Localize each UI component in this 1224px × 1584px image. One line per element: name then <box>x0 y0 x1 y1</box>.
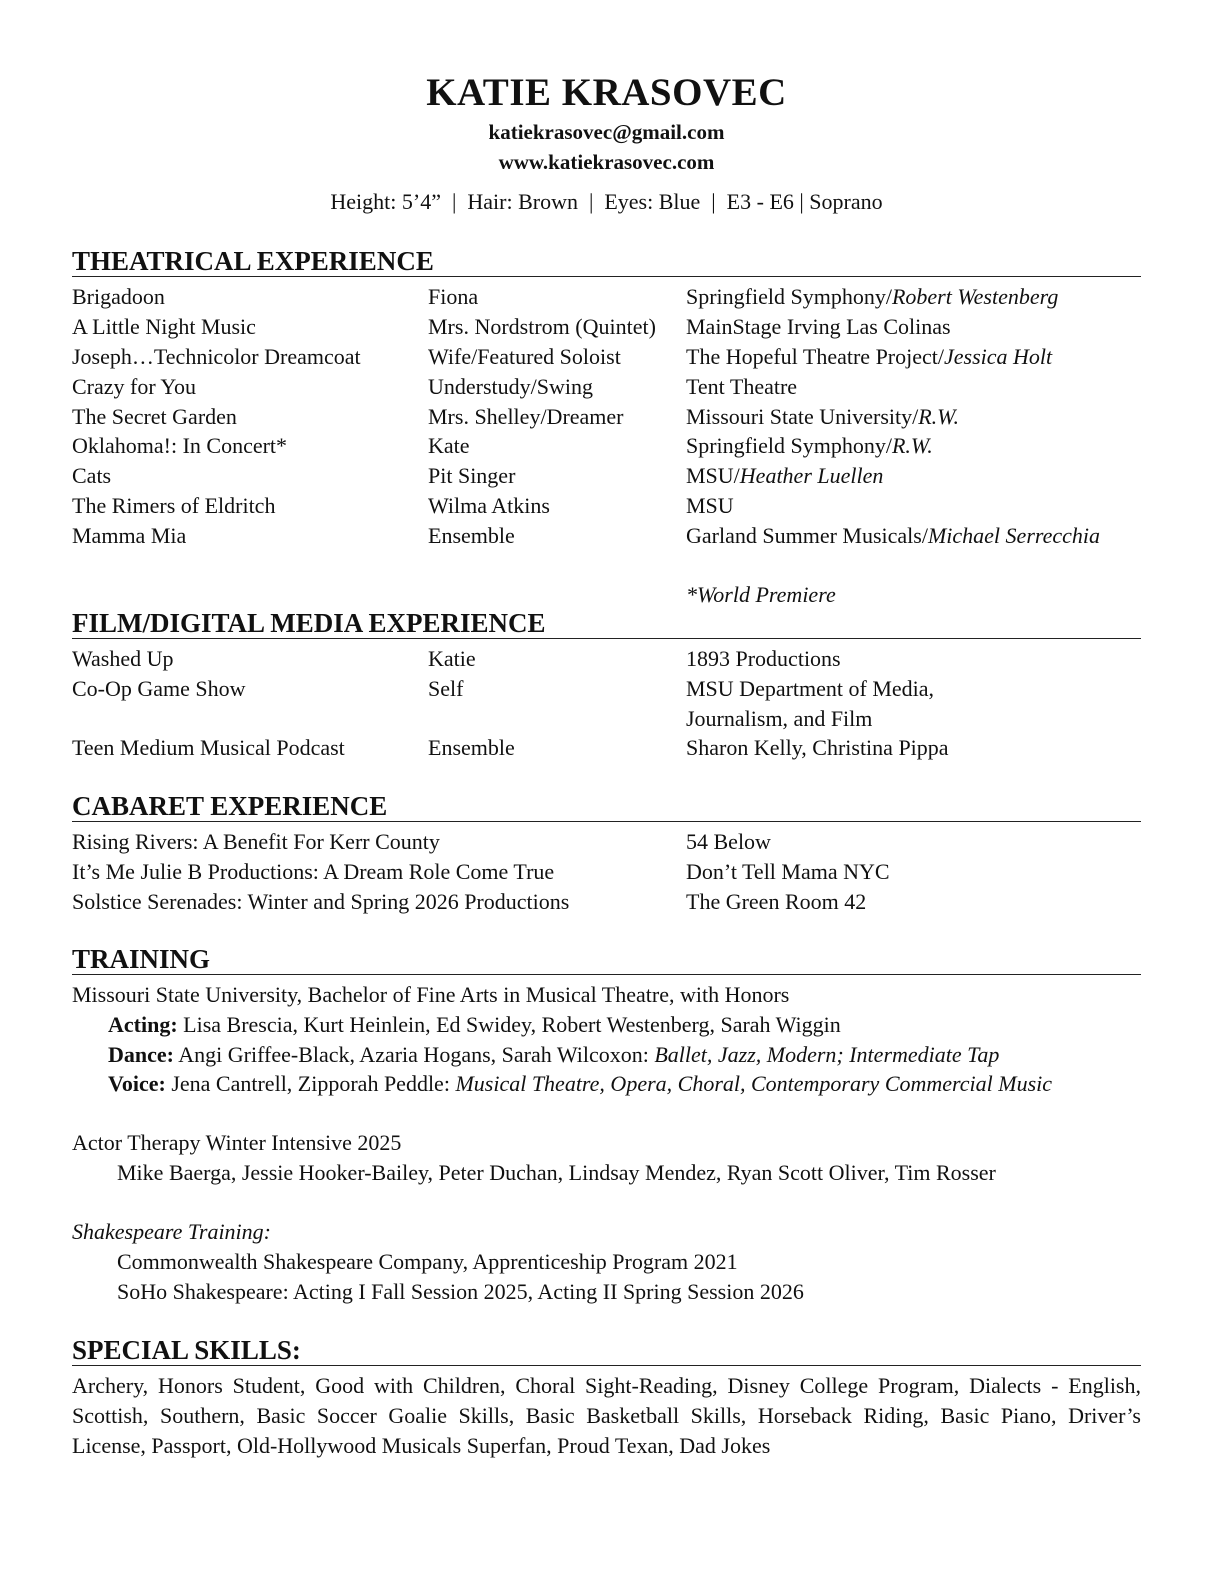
show-title: Cats <box>72 463 112 488</box>
venue: The Hopeful Theatre Project/ <box>686 344 944 369</box>
role: Self <box>428 676 464 701</box>
table-row <box>72 733 1172 763</box>
show-title: Mamma Mia <box>72 523 187 548</box>
table-row <box>72 282 1172 312</box>
director: Jessica Holt <box>944 344 1053 369</box>
role: Pit Singer <box>428 463 516 488</box>
venue-cell <box>686 461 883 491</box>
table-row <box>72 461 1172 491</box>
dance-label: Dance: <box>108 1042 174 1067</box>
cabaret-title: Rising Rivers: A Benefit For Kerr County <box>72 829 440 854</box>
table-row <box>72 431 1172 461</box>
show-title: The Secret Garden <box>72 404 237 429</box>
table-row <box>72 491 1172 521</box>
world-premiere-footnote: *World Premiere <box>686 582 836 607</box>
training-voice <box>108 1069 1052 1099</box>
acting-teachers: Lisa Brescia, Kurt Heinlein, Ed Swidey, Robert Westenberg, Sarah Wiggin <box>177 1012 841 1037</box>
company: 1893 Productions <box>686 646 841 671</box>
company-continued: Journalism, and Film <box>686 706 873 731</box>
role: Wife/Featured Soloist <box>428 344 621 369</box>
voice-styles: Musical Theatre, Opera, Choral, Contemporary Commercial Music <box>455 1071 1053 1096</box>
table-row <box>72 372 1172 402</box>
table-row <box>72 521 1172 551</box>
training-heading: TRAINING <box>72 944 1141 975</box>
show-title: Joseph…Technicolor Dreamcoat <box>72 344 361 369</box>
table-row <box>72 402 1172 432</box>
table-row <box>72 887 1172 917</box>
skills-list: Archery, Honors Student, Good with Children, Choral Sight-Reading, Disney College Program, Dialects - English, Scottish, Southern, Basic Soccer Goalie Skills, Basic Basketball Skills, Horseback Riding, Basic Piano, Driver’s License, Passport, Old-Hollywood Musicals Superfan, Proud Texan, Dad Jokes <box>72 1373 1141 1458</box>
role: Mrs. Shelley/Dreamer <box>428 404 624 429</box>
dance-styles: Ballet, Jazz, Modern; Intermediate Tap <box>654 1042 1000 1067</box>
training-dance <box>108 1040 999 1070</box>
acting-label: Acting: <box>108 1012 178 1037</box>
director: R.W. <box>891 433 933 458</box>
venue-cell <box>686 372 797 402</box>
table-row <box>72 312 1172 342</box>
intensive-teachers: Mike Baerga, Jessie Hooker-Bailey, Peter Duchan, Lindsay Mendez, Ryan Scott Oliver, Tim Rosser <box>117 1160 996 1185</box>
venue: Don’t Tell Mama NYC <box>686 859 890 884</box>
candidate-name: KATIE KRASOVEC <box>426 71 787 114</box>
venue-cell <box>686 402 959 432</box>
venue-cell <box>686 342 1052 372</box>
physical-stats: Height: 5’4” | Hair: Brown | Eyes: Blue | E3 - E6 | Soprano <box>330 189 883 214</box>
cabaret-title: Solstice Serenades: Winter and Spring 2026 Productions <box>72 889 570 914</box>
film-title: Co-Op Game Show <box>72 676 246 701</box>
venue: Springfield Symphony/ <box>686 433 892 458</box>
email-address[interactable]: katiekrasovec@gmail.com <box>488 120 725 144</box>
director: R.W. <box>918 404 959 429</box>
show-title: The Rimers of Eldritch <box>72 493 276 518</box>
training-acting <box>108 1010 841 1040</box>
film-heading: FILM/DIGITAL MEDIA EXPERIENCE <box>72 608 1141 639</box>
role: Mrs. Nordstrom (Quintet) <box>428 314 656 339</box>
venue: Garland Summer Musicals/ <box>686 523 928 548</box>
cabaret-title: It’s Me Julie B Productions: A Dream Role Come True <box>72 859 555 884</box>
voice-teachers: Jena Cantrell, Zipporah Peddle: <box>165 1071 456 1096</box>
theatrical-heading: THEATRICAL EXPERIENCE <box>72 246 1141 277</box>
training-intensive: Actor Therapy Winter Intensive 2025 <box>72 1130 402 1155</box>
shakespeare-item-2: SoHo Shakespeare: Acting I Fall Session 2025, Acting II Spring Session 2026 <box>117 1279 804 1304</box>
venue: Tent Theatre <box>686 374 798 399</box>
show-title: Brigadoon <box>72 284 165 309</box>
venue: MSU <box>686 493 734 518</box>
role: Kate <box>428 433 470 458</box>
table-row <box>72 644 1172 674</box>
table-row-continuation <box>72 704 1172 734</box>
venue: 54 Below <box>686 829 771 854</box>
footnote-row <box>72 580 1172 610</box>
venue-cell <box>686 521 1100 551</box>
cabaret-heading: CABARET EXPERIENCE <box>72 791 1141 822</box>
director: Michael Serrecchia <box>927 523 1101 548</box>
voice-label: Voice: <box>108 1071 166 1096</box>
table-row <box>72 674 1172 704</box>
dance-teachers: Angi Griffee-Black, Azaria Hogans, Sarah Wilcoxon: <box>173 1042 655 1067</box>
film-title: Washed Up <box>72 646 174 671</box>
role: Ensemble <box>428 735 515 760</box>
venue-cell <box>686 491 734 521</box>
skills-heading: SPECIAL SKILLS: <box>72 1335 1141 1366</box>
venue: MSU/ <box>686 463 740 488</box>
director: Robert Westenberg <box>891 284 1059 309</box>
role: Katie <box>428 646 476 671</box>
film-title: Teen Medium Musical Podcast <box>72 735 345 760</box>
table-row <box>72 857 1172 887</box>
table-row <box>72 827 1172 857</box>
venue-cell <box>686 282 1058 312</box>
venue: Springfield Symphony/ <box>686 284 892 309</box>
role: Understudy/Swing <box>428 374 593 399</box>
venue-cell <box>686 312 951 342</box>
venue: The Green Room 42 <box>686 889 867 914</box>
show-title: A Little Night Music <box>72 314 256 339</box>
shakespeare-label: Shakespeare Training: <box>72 1219 271 1244</box>
company: MSU Department of Media, <box>686 676 935 701</box>
website-link[interactable]: www.katiekrasovec.com <box>498 150 715 174</box>
role: Ensemble <box>428 523 515 548</box>
role: Fiona <box>428 284 479 309</box>
company: Sharon Kelly, Christina Pippa <box>686 735 949 760</box>
show-title: Oklahoma!: In Concert* <box>72 433 288 458</box>
table-row <box>72 342 1172 372</box>
venue: Missouri State University/ <box>686 404 919 429</box>
role: Wilma Atkins <box>428 493 550 518</box>
training-msu: Missouri State University, Bachelor of Fine Arts in Musical Theatre, with Honors <box>72 982 790 1007</box>
show-title: Crazy for You <box>72 374 197 399</box>
director: Heather Luellen <box>739 463 884 488</box>
venue: MainStage Irving Las Colinas <box>686 314 951 339</box>
shakespeare-item-1: Commonwealth Shakespeare Company, Apprenticeship Program 2021 <box>117 1249 738 1274</box>
venue-cell <box>686 431 933 461</box>
